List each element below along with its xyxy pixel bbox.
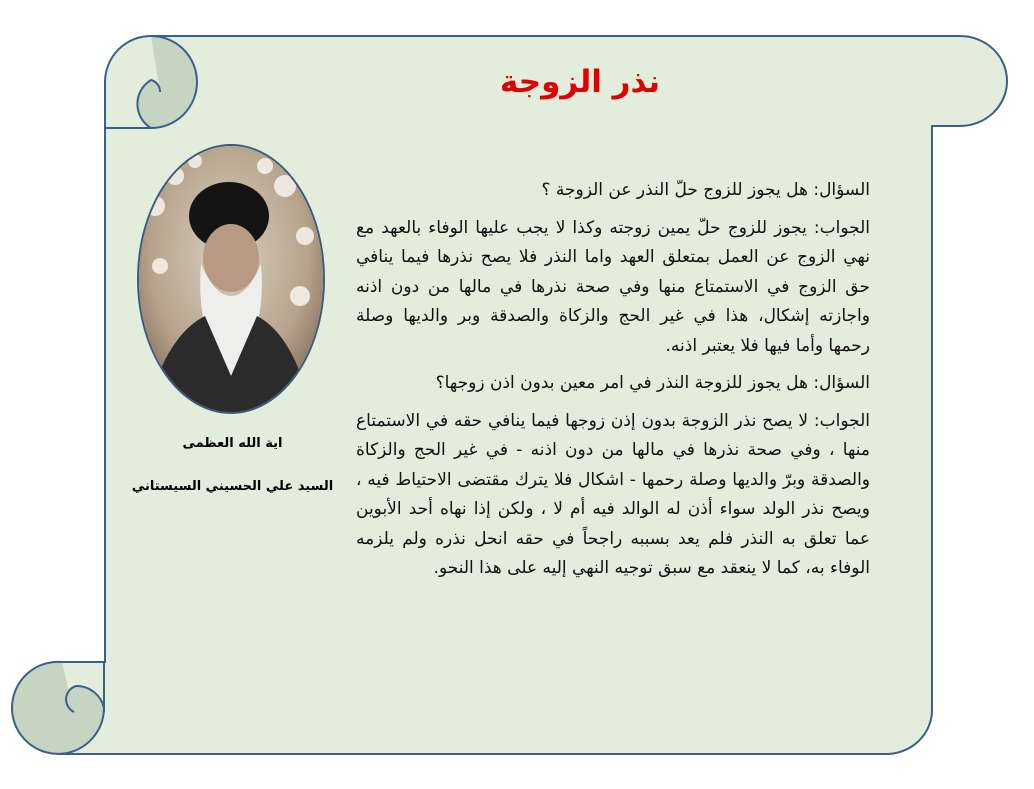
answer-1: الجواب: يجوز للزوج حلّ يمين زوجته وكذا لا يجب عليها الوفاء بالعهد مع نهي الزوج عن العمل بمتعلق العهد واما النذر فلا يصح نذرها فيما ينافي حق الزوج في الاستمتاع منها وفي صحة نذرها في مالها من دون اذنه واجازته إشكال، هذا في غير الحج والزكاة والصدقة وبر والديها وصلة رحمها وأما فيها فلا يعتبر اذنه. xyxy=(356,217,870,356)
question-2: السؤال: هل يجوز للزوجة النذر في امر معين بدون اذن زوجها؟ xyxy=(435,373,870,393)
page-title: نذر الزوجة xyxy=(499,64,661,100)
portrait-title: اية الله العظمى xyxy=(182,436,283,451)
portrait-name: السيد علي الحسيني السيستاني xyxy=(131,479,334,494)
answer-2: الجواب: لا يصح نذر الزوجة بدون إذن زوجها فيما ينافي حقه في الاستمتاع منها ، وفي صحة نذرها في مالها من دون اذنه - في غير الحج والزكاة والصدقة وبرّ والديها وصلة رحمها - اشكال فلا يترك مقتضى الاحتياط فيه ، ويصح نذر الولد سواء أذن له الوالد فيه أم لا ، ولكن إذا نهاه أحد الأبوين عما تعلق به النذر فلم يعد بسببه راجحاً في حقه انحل نذره ولم يلزمه الوفاء به، كما لا ينعقد مع سبق توجيه النهي إليه على هذا النحو. xyxy=(356,410,870,578)
portrait-image xyxy=(137,144,325,414)
question-1: السؤال: هل يجوز للزوج حلّ النذر عن الزوجة ؟ xyxy=(541,180,870,200)
portrait-graphic xyxy=(137,146,323,414)
qa-content xyxy=(356,176,870,592)
